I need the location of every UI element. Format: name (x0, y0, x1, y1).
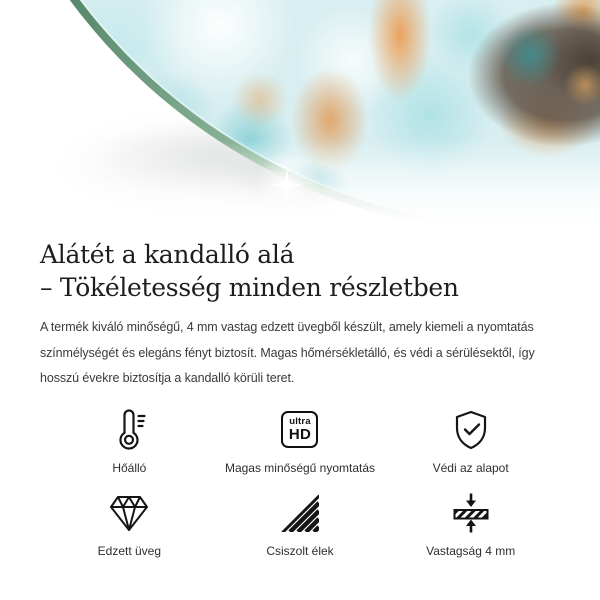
product-info-section (0, 238, 600, 558)
feature-label: Edzett üveg (97, 543, 162, 558)
uhd-badge-bottom-text: HD (288, 426, 312, 443)
thickness-compress-icon (449, 491, 493, 535)
ultra-hd-badge-icon (281, 408, 318, 452)
feature-label: Vastagság 4 mm (426, 543, 516, 558)
polished-edge-icon (278, 491, 322, 535)
product-description (40, 315, 560, 392)
feature-item-protects-base (385, 408, 556, 475)
feature-item-tempered-glass (44, 491, 215, 558)
thermometer-icon (107, 408, 151, 452)
hero-product-image (0, 0, 600, 230)
page-title (40, 238, 560, 304)
feature-item-polished-edges (215, 491, 386, 558)
feature-label: Magas minőségű nyomtatás (224, 460, 376, 475)
feature-label: Csiszolt élek (266, 543, 334, 558)
shield-check-icon (449, 408, 493, 452)
feature-item-hd-print (215, 408, 386, 475)
description-line: A termék kiváló minőségű, 4 mm vastag edzett üvegből készült, amely kiemeli a nyomtatás (40, 320, 534, 334)
description-line: hosszú évekre biztosítja a kandalló körüli teret. (40, 371, 295, 385)
features-grid (40, 408, 560, 558)
title-line-1: Alátét a kandalló alá (40, 240, 295, 269)
diamond-icon (107, 491, 151, 535)
uhd-badge-top-text: ultra (289, 416, 311, 427)
feature-item-heat-resistant (44, 408, 215, 475)
sparkle-icon (269, 167, 305, 203)
feature-item-thickness (385, 491, 556, 558)
feature-label: Hőálló (112, 460, 147, 475)
feature-label: Védi az alapot (432, 460, 509, 475)
title-line-2: – Tökéletesség minden részletben (40, 273, 459, 302)
description-line: színmélységét és elegáns fényt biztosít. Magas hőmérsékletálló, és védi a sérülésektől, így (40, 345, 535, 360)
